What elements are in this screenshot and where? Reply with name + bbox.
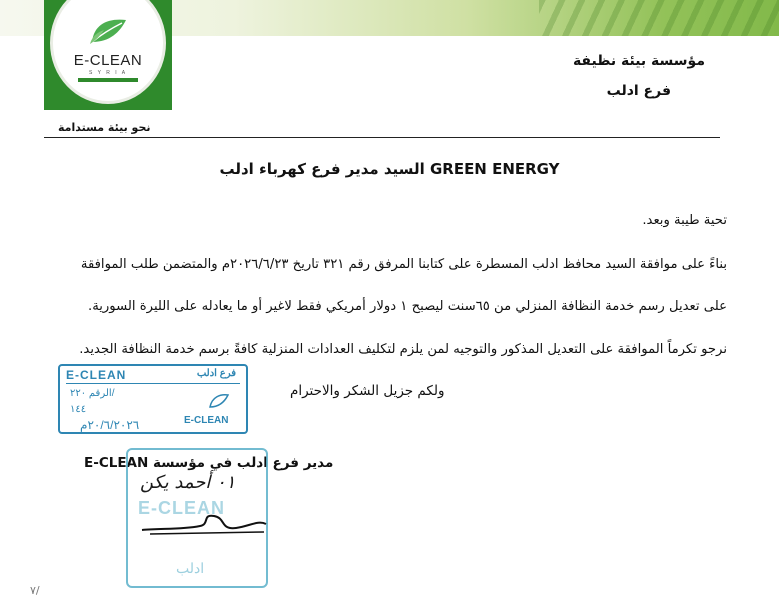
signature-title: مدير فرع ادلب في مؤسسة E-CLEAN [84, 455, 334, 471]
stamp-header [66, 368, 240, 384]
logo-tag-bar [78, 78, 138, 82]
stamp-ref-line: الرقم ٢٢٠/ [70, 388, 115, 399]
handwritten-signature-text: ٠١ أحمد يكن [140, 472, 236, 493]
logo-brand-text: E-CLEAN [73, 52, 143, 69]
slogan: نحو بيئة مستدامة [58, 121, 151, 134]
letter-greeting: تحية طيبة وبعد. [642, 213, 727, 228]
letter-body-line-3: نرجو تكرماً الموافقة على التعديل المذكور والتوجيه لمن يلزم لتكليف العدادات المنزلية كافةً برسم خدمة النظافة الجديد. [79, 342, 727, 357]
official-stamp-brand: E-CLEAN [138, 498, 225, 518]
letter-body-line-1: بناءً على موافقة السيد محافظ ادلب المسطرة على كتابنا المرفق رقم ٣٢١ تاريخ ٢٠٢٦/٦/٢٣م والمتضمن طلب الموافقة [80, 257, 727, 272]
leaf-icon [88, 14, 130, 48]
header-leaf-pattern [539, 0, 779, 36]
stamp-leaf-icon [208, 392, 230, 410]
letter-body-line-2: على تعديل رسم خدمة النظافة المنزلي من ٦٥سنت ليصبح ١ دولار أمريكي فقط لاغير أو ما يعادله على الليرة السورية. [88, 299, 727, 314]
outgoing-stamp [58, 364, 248, 434]
company-logo [44, 0, 172, 110]
stamp-branch: فرع ادلب [196, 368, 236, 379]
logo-sub-text: S Y R I A [88, 70, 128, 76]
stamp-brand: E-CLEAN [66, 368, 127, 382]
letter-closing: ولكم جزيل الشكر والاحترام [290, 383, 445, 399]
branch-name: فرع ادلب [606, 83, 671, 99]
stamp-date-full: ٢٠/٦/٢٠٢٦م [80, 418, 140, 432]
signature-scribble [140, 500, 270, 540]
organization-name: مؤسسة بيئة نظيفة [572, 53, 705, 69]
stamp-date-value: ١٤٤ [70, 404, 87, 415]
header-divider [44, 137, 720, 138]
stamp-brand-small: E-CLEAN [184, 415, 229, 426]
page-number: ٧/ [30, 584, 40, 597]
letter-addressee: السيد مدير فرع كهرباء ادلب GREEN ENERGY [219, 160, 560, 178]
official-stamp-city: ادلب [176, 560, 205, 576]
